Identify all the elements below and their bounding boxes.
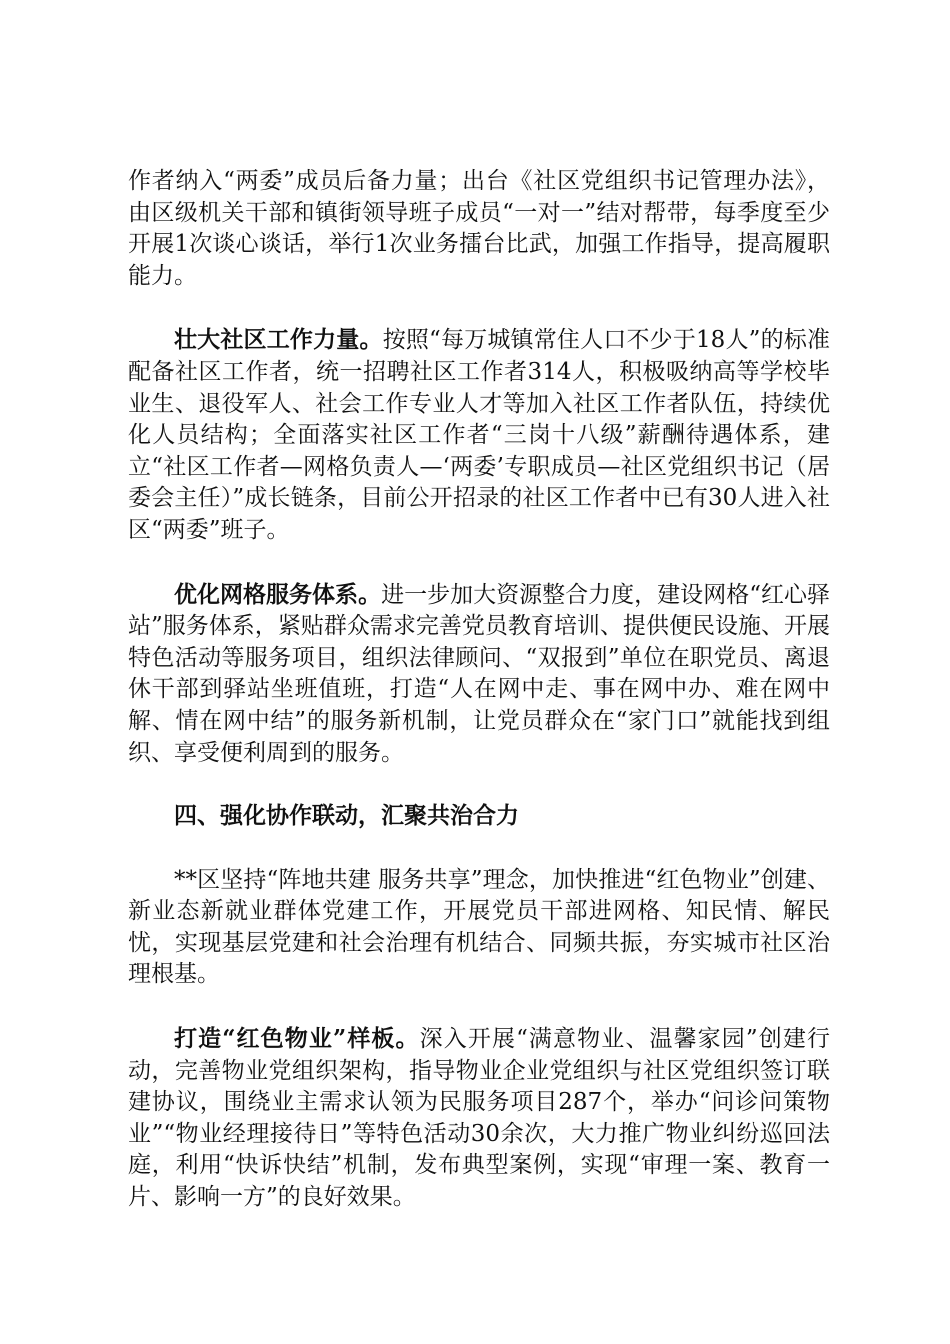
paragraph-grid-service [128, 579, 830, 770]
section-heading: 四、强化协作联动，汇聚共治合力 [174, 803, 519, 830]
paragraph-text: **区坚持“阵地共建 服务共享”理念，加快推进“红色物业”创建、新业态新就业群体党建工作，开展党员干部进网格、知民情、解民忧，实现基层党建和社会治理有机结合、同频共振，夯实城市社区治理根基。 [128, 866, 830, 988]
paragraph-red-property [128, 1023, 830, 1214]
paragraph-text: 按照“每万城镇常住人口不少于18人”的标准配备社区工作者，统一招聘社区工作者314人，积极吸纳高等学校毕业生、退役军人、社会工作专业人才等加入社区工作者队伍，持续优化人员结构；全面落实社区工作者“三岗十八级”薪酬待遇体系，建立“社区工作者—网格负责人—‘两委’专职成员—社区党组织书记（居委会主任）”成长链条，目前公开招录的社区工作者中已有30人进入社区“两委”班子。 [128, 327, 831, 543]
paragraph-section-intro [128, 865, 830, 991]
paragraph-lead: 打造“红色物业”样板。 [174, 1025, 420, 1053]
paragraph-text: 深入开展“满意物业、温馨家园”创建行动，完善物业党组织架构，指导物业企业党组织与社区党组织签订联建协议，围绕业主需求认领为民服务项目287个，举办“问诊问策物业”“物业经理接待日”等特色活动30余次，大力推广物业纠纷巡回法庭，利用“快诉快结”机制，发布典型案例，实现“审理一案、教育一片、影响一方”的良好效果。 [128, 1026, 830, 1211]
paragraph-community-workforce [128, 324, 830, 546]
paragraph-text: 作者纳入“两委”成员后备力量；出台《社区党组织书记管理办法》，由区级机关干部和镇街领导班子成员“一对一”结对帮带，每季度至少开展1次谈心谈话，举行1次业务擂台比武，加强工作指导，提高履职能力。 [128, 168, 830, 289]
paragraph-lead: 壮大社区工作力量。 [174, 326, 383, 354]
paragraph-lead: 优化网格服务体系。 [174, 580, 382, 608]
paragraph-text: 进一步加大资源整合力度，建设网格“红心驿站”服务体系，紧贴群众需求完善党员教育培训、提供便民设施、开展特色活动等服务项目，组织法律顾问、“双报到”单位在职党员、离退休干部到驿站坐班值班，打造“人在网中走、事在网中办、难在网中解、情在网中结”的服务新机制，让党员群众在“家门口”就能找到组织、享受便利周到的服务。 [128, 581, 830, 766]
document-page [128, 166, 830, 1246]
paragraph-continuation [128, 166, 830, 292]
